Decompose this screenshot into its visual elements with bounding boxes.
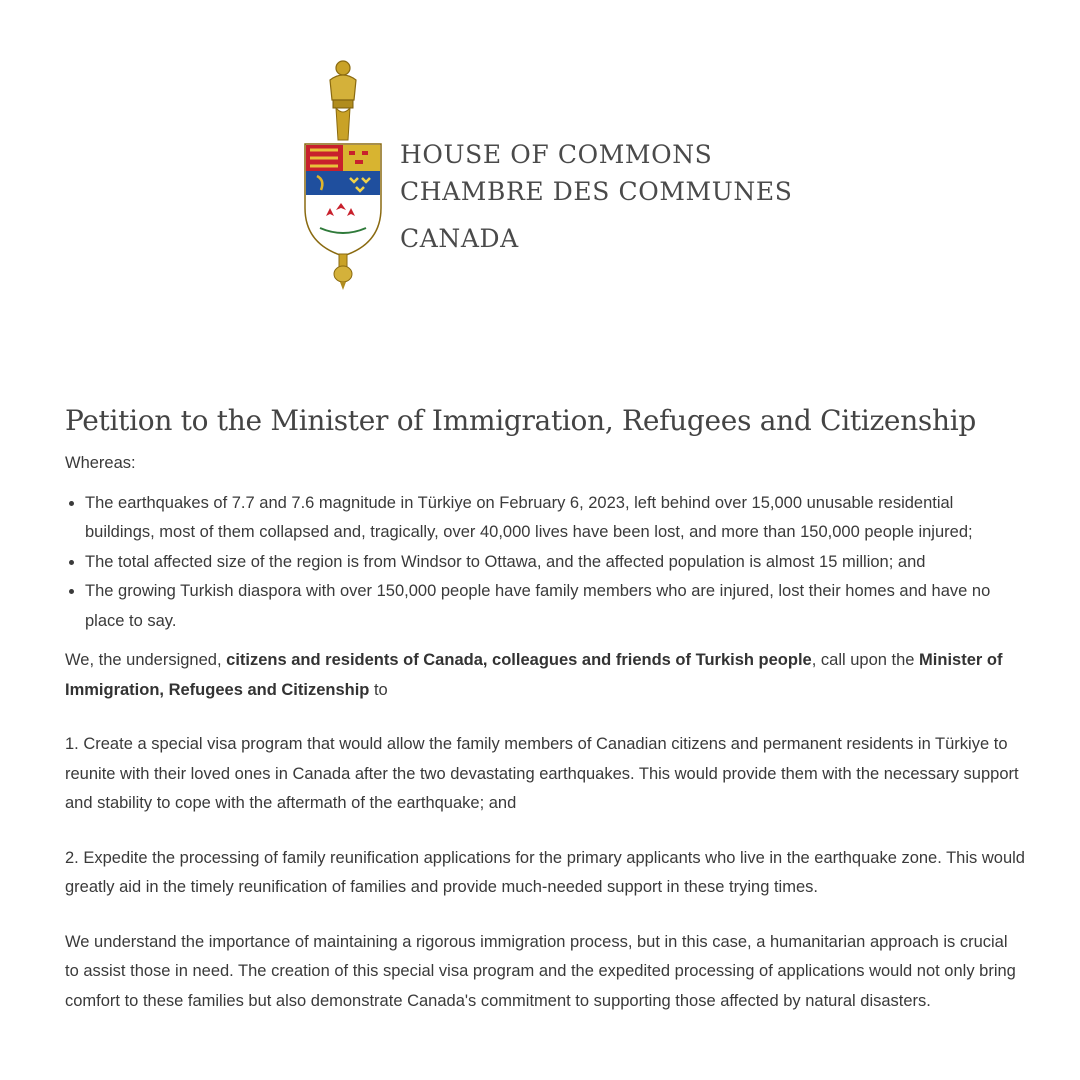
whereas-item: • The growing Turkish diaspora with over 150,000 people have family members who are injured, lost their homes and have no place to say. bbox=[85, 577, 1025, 636]
logo-wordmark bbox=[400, 136, 792, 257]
request-1: 1. Create a special visa program that would allow the family members of Canadian citizens and permanent residents in Türkiye to reunite with their loved ones in Canada after the two devastating earthquakes. This would provide them with the necessary support and stability to cope with the aftermath of the earthquake; and bbox=[65, 735, 1019, 812]
logo-line-english: HOUSE OF COMMONS bbox=[400, 140, 713, 169]
logo-line-country: CANADA bbox=[400, 224, 519, 253]
petition-title: Petition to the Minister of Immigration, Refugees and Citizenship bbox=[65, 404, 977, 437]
petition-body bbox=[65, 404, 1025, 1016]
logo-line-french: CHAMBRE DES COMMUNES bbox=[400, 177, 793, 206]
call-to-action: We, the undersigned, citizens and residents of Canada, colleagues and friends of Turkish people, call upon the Minister of Immigration, Refugees and Citizenship to bbox=[65, 651, 1003, 699]
whereas-list bbox=[65, 489, 1025, 637]
petitioners-bold: citizens and residents of Canada, colleagues and friends of Turkish people bbox=[226, 651, 812, 669]
closing-paragraph: We understand the importance of maintaining a rigorous immigration process, but in this case, a humanitarian approach is crucial to assist those in need. The creation of this special visa program and the expedited processing of applications would not only bring comfort to these families but also demonstrate Canada's commitment to supporting those affected by natural disasters. bbox=[65, 932, 1016, 1010]
house-of-commons-logo bbox=[300, 58, 800, 290]
whereas-item: • The total affected size of the region is from Windsor to Ottawa, and the affected population is almost 15 million; and bbox=[85, 548, 1025, 578]
minister-bold: Minister of Immigration, Refugees and Citizenship bbox=[65, 651, 1003, 699]
request-2: 2. Expedite the processing of family reunification applications for the primary applicants who live in the earthquake zone. This would greatly aid in the timely reunification of families and provide much-needed support in these trying times. bbox=[65, 848, 1025, 896]
whereas-item: • The earthquakes of 7.7 and 7.6 magnitude in Türkiye on February 6, 2023, left behind over 15,000 unusable residential buildings, most of them collapsed and, tragically, over 40,000 lives have been lost, and more than 150,000 people injured; bbox=[85, 489, 1025, 548]
whereas-label: Whereas: bbox=[65, 454, 136, 472]
mace-crest-icon bbox=[300, 58, 386, 290]
